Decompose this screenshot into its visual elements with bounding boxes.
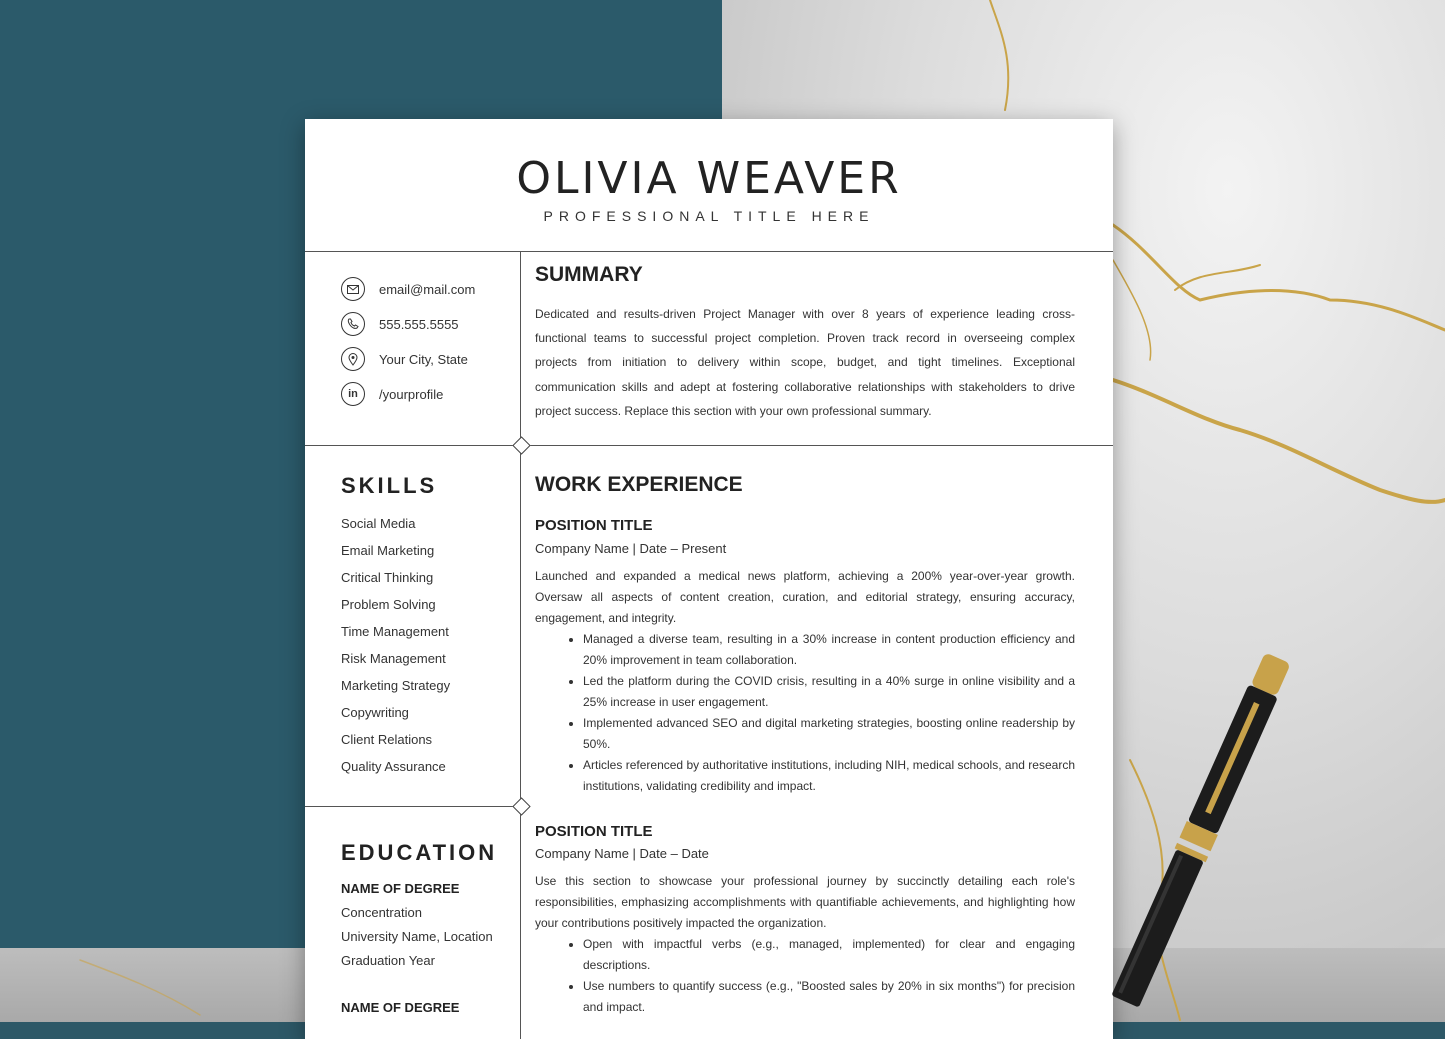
job-bullet: • Use numbers to quantify success (e.g., "Boosted sales by 20% in six months") for precision and impact. <box>583 976 1075 1018</box>
professional-title: PROFESSIONAL TITLE HERE <box>543 208 875 224</box>
skill-item: Time Management <box>341 624 449 639</box>
fountain-pen <box>1100 640 1340 1030</box>
skills-heading: SKILLS <box>341 473 438 498</box>
degree-concentration: Concentration <box>341 905 422 920</box>
contact-phone-text: 555.555.5555 <box>379 316 459 332</box>
phone-icon <box>341 312 365 336</box>
degree-name: NAME OF DEGREE <box>341 1000 460 1015</box>
divider-diamond <box>512 797 530 815</box>
company-line: Company Name | Date – Date <box>535 846 709 861</box>
work-experience-heading: WORK EXPERIENCE <box>535 473 743 496</box>
skill-item: Problem Solving <box>341 597 436 612</box>
job-bullet: • Articles referenced by authoritative institutions, including NIH, medical schools, and research institutions, validating credibility and impact. <box>583 755 1075 797</box>
summary-text: Dedicated and results-driven Project Manager with over 8 years of experience leading cross-functional teams to successful project completion. Proven track record in overseeing complex projects from initiation to delivery within scope, budget, and tight timelines. Exceptional communication skills and adept at fostering collaborative relationships with stakeholders to drive project success. Replace this section with your own professional summary. <box>535 307 1075 418</box>
summary-heading: SUMMARY <box>535 263 643 286</box>
skill-item: Quality Assurance <box>341 759 446 774</box>
job-bullets <box>535 934 1075 1018</box>
job-description: Use this section to showcase your professional journey by succinctly detailing each role's responsibilities, emphasizing accomplishments with quantifiable achievements, and highlighting how your contributions positively impacted the organization. <box>535 874 1075 930</box>
location-pin-icon <box>341 347 365 371</box>
header-divider <box>305 251 1113 252</box>
skill-item: Marketing Strategy <box>341 678 451 693</box>
job-bullet: • Implemented advanced SEO and digital marketing strategies, boosting online readership by 50%. <box>583 713 1075 755</box>
job-bullet: • Led the platform during the COVID crisis, resulting in a 40% surge in online visibility and a 25% increase in user engagement. <box>583 671 1075 713</box>
divider-diamond <box>512 436 530 454</box>
contact-email-text: email@mail.com <box>379 281 476 297</box>
degree-name: NAME OF DEGREE <box>341 881 460 896</box>
skill-item: Risk Management <box>341 651 446 666</box>
job-bullets <box>535 629 1075 797</box>
university-name: University Name, Location <box>341 929 493 944</box>
linkedin-icon: in <box>341 382 365 406</box>
skill-item: Client Relations <box>341 732 433 747</box>
job-description: Launched and expanded a medical news platform, achieving a 200% year-over-year growth. Oversaw all aspects of content creation, curation, and editorial strategy, ensuring accuracy, engagement, and integrity. <box>535 569 1075 625</box>
contact-linkedin[interactable] <box>341 381 443 407</box>
summary-divider <box>305 445 1113 446</box>
education-heading: EDUCATION <box>341 840 498 865</box>
contact-location <box>341 346 468 372</box>
contact-location-text: Your City, State <box>379 351 468 367</box>
position-title: POSITION TITLE <box>535 517 653 534</box>
column-divider <box>520 251 521 1039</box>
skill-item: Critical Thinking <box>341 570 434 585</box>
graduation-year: Graduation Year <box>341 953 435 968</box>
job-bullet: • Open with impactful verbs (e.g., managed, implemented) for clear and engaging descriptions. <box>583 934 1075 976</box>
resume-name: OLIVIA WEAVER <box>516 153 902 204</box>
position-title: POSITION TITLE <box>535 823 653 840</box>
skills-divider <box>305 806 520 807</box>
contact-email[interactable] <box>341 276 475 302</box>
resume-page <box>305 119 1113 1039</box>
contact-phone[interactable] <box>341 311 459 337</box>
envelope-icon <box>341 277 365 301</box>
company-line: Company Name | Date – Present <box>535 541 727 556</box>
skill-item: Email Marketing <box>341 543 435 558</box>
skill-item: Social Media <box>341 516 416 531</box>
job-bullet: • Managed a diverse team, resulting in a 30% increase in content production efficiency and 20% improvement in team collaboration. <box>583 629 1075 671</box>
skill-item: Copywriting <box>341 705 409 720</box>
contact-linkedin-text: /yourprofile <box>379 386 444 402</box>
